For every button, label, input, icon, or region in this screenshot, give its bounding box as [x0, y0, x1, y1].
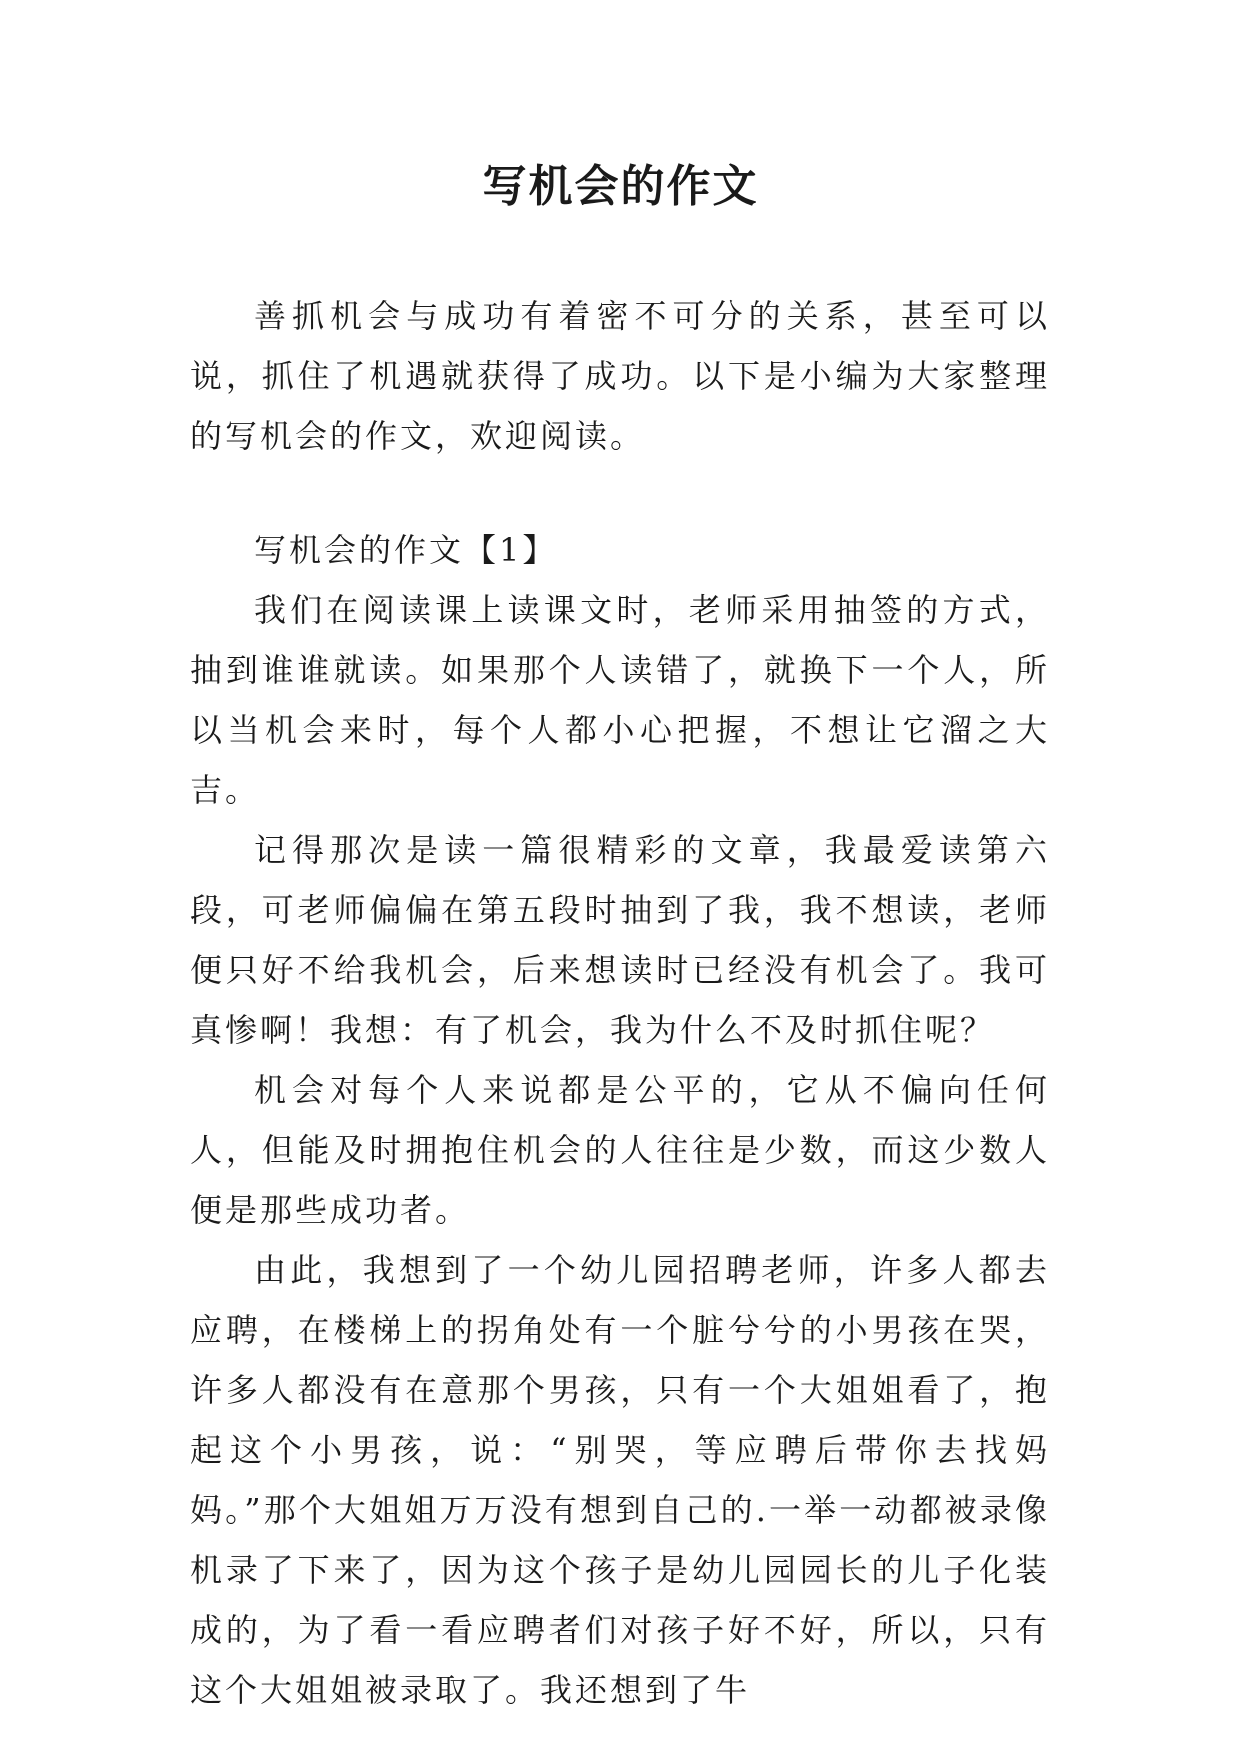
paragraph-3: 机会对每个人来说都是公平的，它从不偏向任何人，但能及时拥抱住机会的人往往是少数，而这少数人便是那些成功者。 [190, 1071, 1050, 1229]
intro-paragraph: 善抓机会与成功有着密不可分的关系，甚至可以说，抓住了机遇就获得了成功。以下是小编为大家整理的写机会的作文，欢迎阅读。 [190, 297, 1050, 455]
paragraph-4: 由此，我想到了一个幼儿园招聘老师，许多人都去应聘，在楼梯上的拐角处有一个脏兮兮的小男孩在哭，许多人都没有在意那个男孩，只有一个大姐姐看了，抱起这个小男孩，说：“别哭，等应聘后带你去找妈妈。”那个大姐姐万万没有想到自己的.一举一动都被录像机录了下来了，因为这个孩子是幼儿园园长的儿子化装成的，为了看一看应聘者们对孩子好不好，所以，只有这个大姐姐被录取了。我还想到了牛 [190, 1251, 1050, 1709]
paragraph-1: 我们在阅读课上读课文时，老师采用抽签的方式，抽到谁谁就读。如果那个人读错了，就换下一个人，所以当机会来时，每个人都小心把握，不想让它溜之大吉。 [190, 591, 1050, 809]
paragraph-2: 记得那次是读一篇很精彩的文章，我最爱读第六段，可老师偏偏在第五段时抽到了我，我不想读，老师便只好不给我机会，后来想读时已经没有机会了。我可真惨啊！我想：有了机会，我为什么不及时抓住呢？ [190, 831, 1050, 1049]
article-body [190, 520, 1050, 1720]
document-title: 写机会的作文 [482, 161, 759, 212]
section-heading: 写机会的作文【1】 [254, 531, 558, 569]
intro-block [190, 286, 1050, 466]
